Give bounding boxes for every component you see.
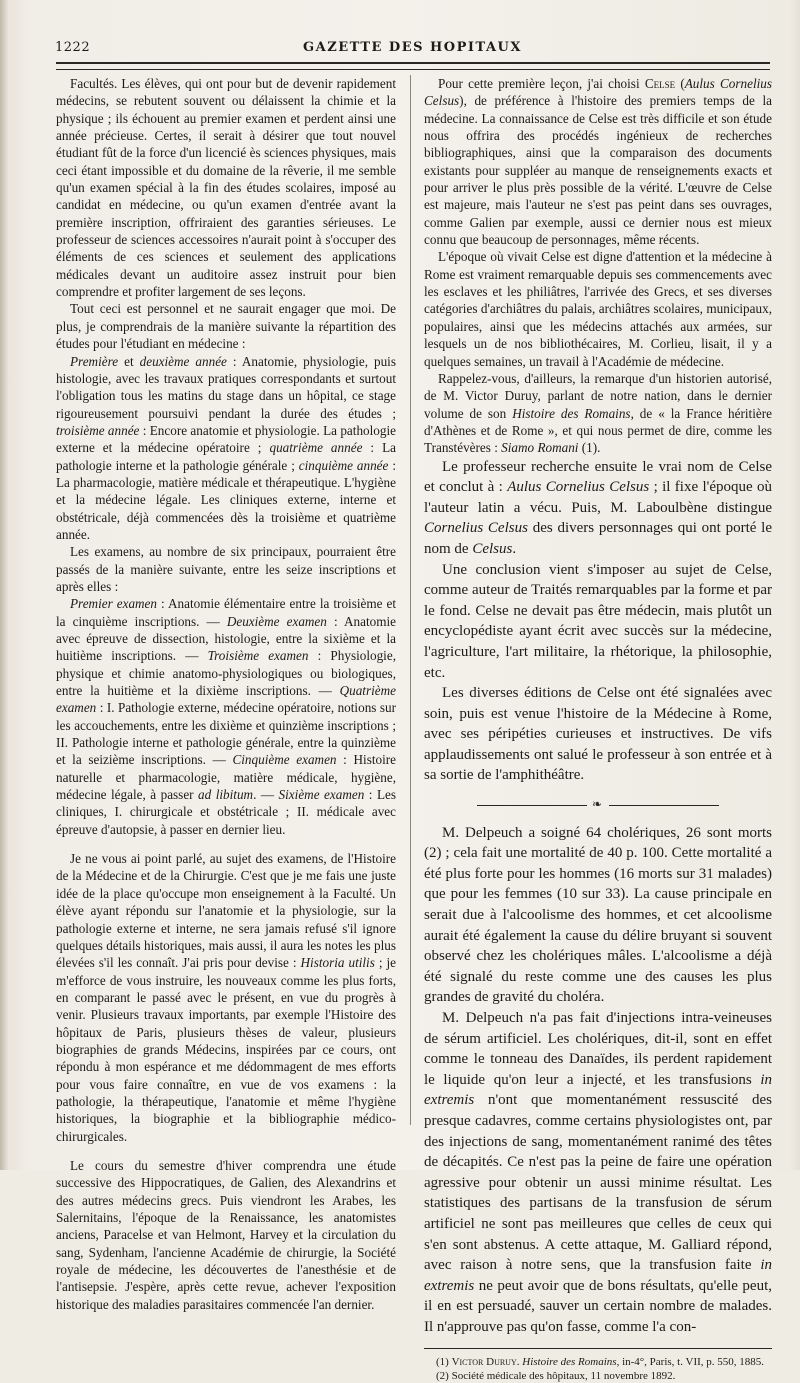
paragraph: L'époque où vivait Celse est digne d'attention et la médecine à Rome est vraiment remarquable depuis ses commencements avec les esclaves et les philiâtres, l'arrivée des Grecs, et ses diverses catégories d'archiâtres du palais, archiâtres scolaires, municipaux, populaires, ainsi que les médecins attachés aux armées, sur lesquels un de nos bibliothécaires, M. Corlieu, lisait, il y a quelques semaines, un travail à l'Académie de médecine.	[424, 249, 772, 369]
ornament-rule	[477, 805, 587, 806]
ornament-rule	[609, 805, 719, 806]
term: deuxième année	[139, 353, 227, 369]
paragraph: Le cours du semestre d'hiver comprendra une étude successive des Hippocratiques, de Galien, des Alexandrins et des autres médecins grecs. Puis viendront les Arabes, les Salernitains, l'époque de la Renaissance, les anatomistes anciens, Paracelse et van Helmont, Harvey et la circulation du sang, Sydenham, l'ancienne Académie de chirurgie, la Société royale de médecine, les découvertes de l'anesthésie et de l'antisepsie. J'espère, après cette revue, achever l'exposition historique des maladies parasitaires commencée l'an dernier.	[56, 1157, 396, 1312]
term: Sixième examen	[278, 787, 365, 803]
term: Première	[70, 353, 119, 369]
page-number: 1222	[55, 40, 91, 55]
term: ad libitum	[198, 787, 254, 803]
header-rule	[56, 62, 770, 70]
paragraph: Une conclusion vient s'imposer au sujet de Celse, comme auteur de Traités remarquables par la forme et par le fond. Celse ne devait pas être médecin, mais plutôt un encyclopédiste ayant écrit avec succès sur la médecine, l'agriculture, l'art militaire, la rhétorique, la philosophie, etc.	[424, 561, 772, 681]
right-column-large-text	[424, 457, 772, 1338]
term: in extremis	[424, 1257, 772, 1294]
paragraph: Première et deuxième année : Anatomie, physiologie, puis histologie, avec les travaux pratiques correspondants et surtout l'obligation tous les matins du stage dans un hôpital, ce stage rigoureusement poursuivi pendant la durée des études ; troisième année : Encore anatomie et physiologie. La pathologie externe et la médecine opératoire ; quatrième année : La pathologie interne et la pathologie générale ; cinquième année : La pharmacologie, matière médicale et thérapeutique. L'hygiène et la médecine légale. Les cliniques externe, interne et obstétricale, déjà commencées dès la troisième et quatrième année.	[56, 353, 397, 542]
paragraph: Facultés. Les élèves, qui ont pour but de devenir rapidement médecins, se rebutent souvent ou délaissent la chimie et la physique ; ils échouent au premier examen et perdent ainsi une année précieuse. Certes, il serait à désirer que tout nouvel étudiant fût de la force d'un licencié ès sciences physiques, mais ceci étant impossible et du domaine de la rêverie, il me semble qu'un examen spécial à la fin des études scolaires, imposé au candidat en médecine, ou qu'un examen d'entrée avant la première inscription, offriraient des garanties sérieuses. Le professeur de sciences accessoires n'aurait point à s'occuper des éléments de ces sciences et seulement des applications médicales devant un auditoire assez instruit pour bien comprendre et profiter largement de ses leçons.	[56, 76, 396, 300]
section-ornament	[424, 794, 772, 815]
term: quatrième année	[269, 440, 363, 456]
term: Premier examen	[70, 596, 158, 612]
author-name: Celse	[644, 76, 676, 91]
term: Histoire des Romains	[522, 1355, 617, 1368]
paragraph: Les diverses éditions de Celse ont été signalées avec soin, puis est venue l'histoire de la Médecine à Rome, avec ses péripéties curieuses et instructives. De vifs applaudissements ont salué le professeur à son entrée et à sa sortie de l'amphithéâtre.	[424, 685, 772, 784]
footnote: (2) Société médicale des hôpitaux, 11 novembre 1892.	[436, 1369, 676, 1382]
column-separator	[410, 75, 411, 1125]
term: Histoire des Romains	[512, 405, 631, 421]
term: Deuxième examen	[226, 613, 327, 629]
term: Cornelius Celsus	[424, 520, 528, 537]
fleuron-icon: ❧	[591, 797, 605, 812]
footnotes	[424, 1348, 772, 1383]
paragraph: Pour cette première leçon, j'ai choisi Celse (Aulus Cornelius Celsus), de préférence à l'histoire des premiers temps de la médecine. La connaissance de Celse est très difficile et son étude nous offrira des procédés ingénieux de recherches bibliographiques, ainsi que la comparaison des documents existants pour suppléer au manque de renseignements exacts et pour arriver le plus près possible de la vérité. L'œuvre de Celse est majeure, mais l'auteur ne s'est pas peint dans ses ouvrages, comme Galien par exemple, aussi ce dernier nous est mieux connu que beaucoup de personnages, même récents.	[424, 76, 773, 248]
paragraph: M. Delpeuch n'a pas fait d'injections intra-veineuses de sérum artificiel. Les cholériques, dit-il, sont en effet comme le tonneau des Danaïdes, ils perdent rapidement le liquide qu'on leur a injecté, et les transfusions in extremis n'ont que momentanément ressuscité des presque cadavres, comme certains physiologistes ont, par des injections de sang, momentanément ranimé des têtes de décapités. Ce n'est pas la peine de faire une opération agressive pour obtenir un aussi minime résultat. Les statistiques des partisans de la transfusion de sérum artificiel ne sont pas meilleures que celles de ceux qui s'en sont abstenus. A cette attaque, M. Galliard répond, avec raison à notre sens, que la transfusion faite in extremis ne peut avoir que de bons résultats, qu'elle peut, il en est persuadé, sauver un certain nombre de malades. Il n'approuve pas qu'on fasse, comme l'a con-	[424, 1010, 772, 1335]
left-column	[56, 75, 396, 1313]
author-name: Victor Duruy	[451, 1355, 517, 1368]
paragraph: Les examens, au nombre de six principaux, pourraient être passés de la manière suivante, entre les seize inscriptions et après elles :	[56, 544, 396, 594]
term: Cinquième examen	[232, 752, 337, 768]
paragraph: Premier examen : Anatomie élémentaire entre la troisième et la cinquième inscriptions. — Deuxième examen : Anatomie avec épreuve de dissection, histologie, entre la sixième et la huitième inscriptions. — Troisième examen : Physiologie, physique et chimie anatomo-physiologiques ou biologiques, entre la huitième et la dixième inscriptions. — Quatrième examen : I. Pathologie externe, médecine opératoire, notions sur les accouchements, entre les dixième et quinzième inscriptions ; II. Pathologie interne et pathologie générale, entre la quinzième et la seizième inscriptions. — Cinquième examen : Histoire naturelle et pharmacologie, matière médicale, hygiène, médecine légale, à passer ad libitum. — Sixième examen : Les cliniques, I. chirurgicale et obstétricale ; II. médicale avec épreuve d'autopsie, à passer en dernier lieu.	[56, 596, 397, 837]
right-column	[424, 75, 772, 1383]
footnote: (1) Victor Duruy. Histoire des Romains, in-4°, Paris, t. VII, p. 550, 1885.	[436, 1355, 765, 1368]
term: troisième année	[56, 422, 140, 438]
paragraph: M. Delpeuch a soigné 64 cholériques, 26 sont morts (2) ; cela fait une mortalité de 40 p. 100. Cette mortalité a été plus forte pour les hommes (16 morts sur 31 malades) que pour les femmes (10 sur 33). La cause principale en serait due à l'alcoolisme des hommes, et cet alcoolisme aurait été également la cause du délire bruyant si souvent observé chez les cholériques mâles. L'alcoolisme a déjà été signalé du reste comme une des causes les plus grandes de gravité du choléra.	[424, 824, 772, 1006]
page-binding-edge	[0, 0, 8, 1170]
term: Quatrième examen	[56, 683, 396, 716]
paragraph: Tout ceci est personnel et ne saurait engager que moi. De plus, je comprendrais de la manière suivante la répartition des études pour l'étudiant en médecine :	[56, 301, 396, 352]
journal-title: GAZETTE DES HOPITAUX	[303, 40, 522, 55]
term: in extremis	[424, 1071, 772, 1109]
term: Historia utilis	[300, 955, 375, 971]
term: Siamo Romani	[501, 440, 579, 456]
term: Celsus	[472, 540, 513, 557]
paragraph: Le professeur recherche ensuite le vrai nom de Celse et conclut à : Aulus Cornelius Celsus ; il fixe l'époque où l'auteur latin a vécu. Puis, M. Laboulbène distingue Cornelius Celsus des divers personnages qui ont porté le nom de Celsus.	[424, 458, 772, 557]
term: cinquième année	[298, 457, 389, 473]
paragraph: Je ne vous ai point parlé, au sujet des examens, de l'Histoire de la Médecine et de la Chirurgie. C'est que je me fais une juste idée de la place qu'occupe mon enseignement à la Faculté. Un élève ayant répondu sur l'anatomie et la physiologie, sur la pathologie externe et interne, ne sera jamais refusé s'il ignore quelques détails historiques, mais aussi, il aura les notes les plus élevées s'il les connaît. J'ai pris pour devise : Historia utilis ; je m'efforce de vous instruire, les nouveaux comme les plus forts, en comparant le passé avec le présent, en vue du progrès à venir. Plusieurs travaux importants, par exemple l'Histoire des hôpitaux de Paris, plusieurs thèses de valeur, plusieurs biographies de grands Médecins, inspirées par ce cours, ont répondu à mon espérance et me dédommagent de mes efforts pour vous faire connaître, en vue de vos examens : la pathologie, la thérapeutique, l'anatomie et même l'hygiène historiques, la biographie et la bibliographie médico-chirurgicales.	[56, 851, 396, 1144]
term: Troisième examen	[207, 648, 309, 664]
page-header	[55, 38, 770, 58]
term: Aulus Cornelius Celsus	[507, 479, 650, 496]
term: Aulus Cornelius Celsus	[424, 76, 773, 109]
paragraph: Rappelez-vous, d'ailleurs, la remarque d'un historien autorisé, de M. Victor Duruy, parlant de notre nation, dans le dernier volume de son Histoire des Romains, de « la France héritière d'Athènes et de Rome », et qui nous permet de dire, comme les Transtévères : Siamo Romani (1).	[424, 370, 772, 456]
